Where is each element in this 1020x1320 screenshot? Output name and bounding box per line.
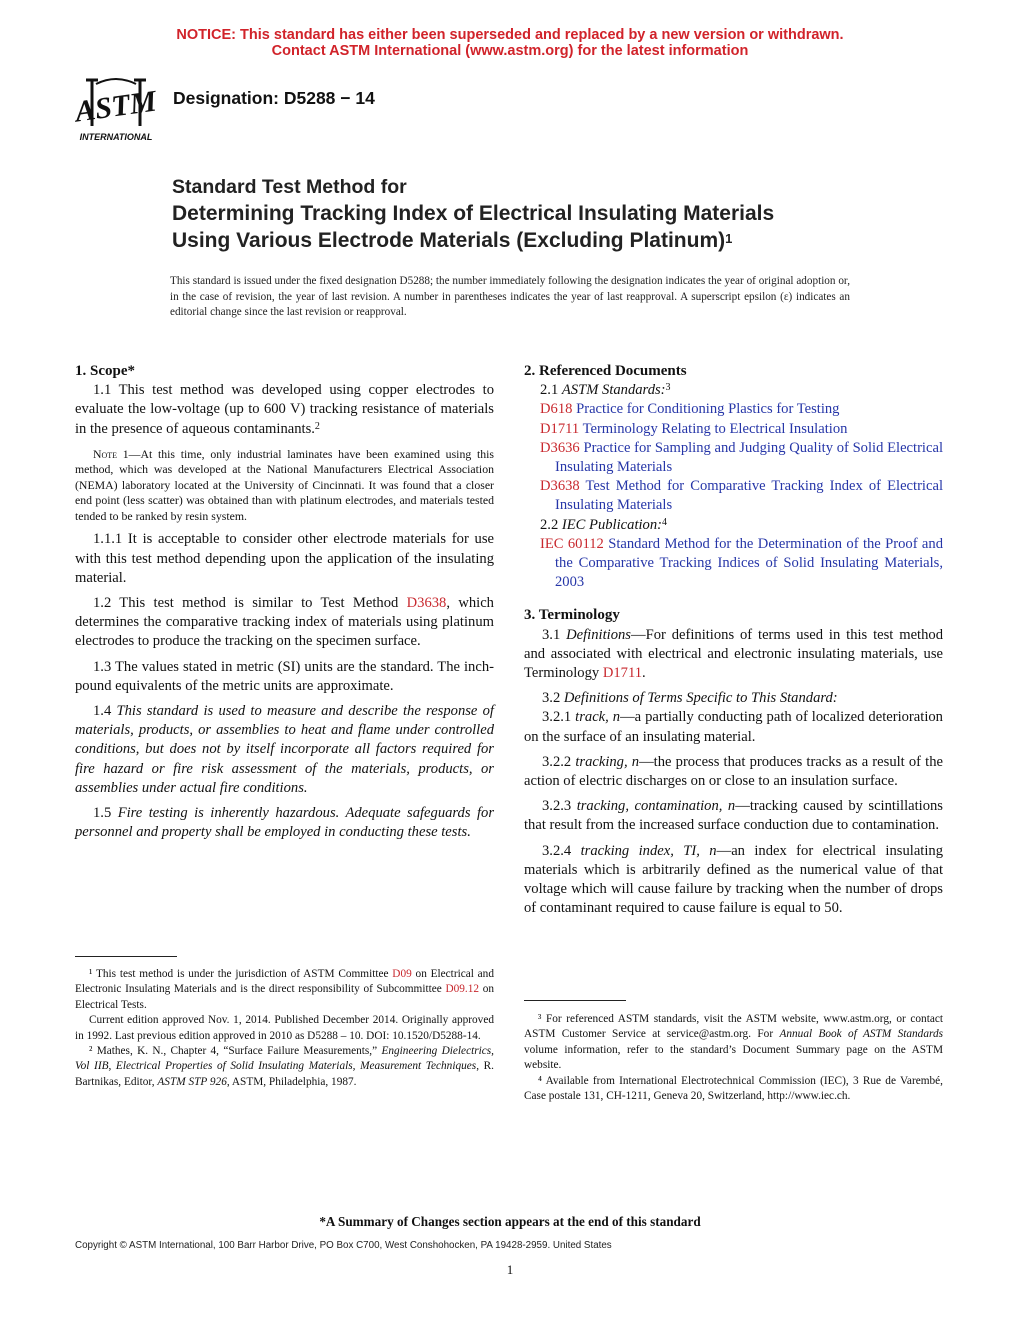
para-3-1: 3.1 Definitions—For definitions of terms used in this test method and associated with electrical and electronic insulating materials, use Terminology D1711. (524, 626, 943, 682)
svg-text:ASTM: ASTM (74, 84, 159, 129)
para-3-2-3: 3.2.3 tracking, contamination, n—tracking caused by scintillations that result from the increased surface conduction due to contamination. (524, 798, 943, 834)
para-1-3: 1.3 The values stated in metric (SI) units are the standard. The inch-pound equivalents of the metric units are approximate. (75, 658, 494, 694)
astm-standards-heading: 2.1 ASTM Standards:$^3$ (540, 382, 671, 399)
para-3-2-2: 3.2.2 tracking, n—the process that produces tracks as a result of the action of electric discharges on or close to an insulation surface. (524, 753, 944, 790)
para-1-1: 1.1 This test method was developed using copper electrodes to evaluate the low-voltage (up to 600 V) tracking resistance of materials in the presence of aqueous contaminants.$^2$ (75, 382, 494, 437)
footnote-rule-left (75, 956, 177, 957)
link-d09[interactable]: D09 (392, 968, 412, 980)
astm-logo (74, 72, 164, 144)
link-d1711[interactable]: D1711 (602, 665, 643, 682)
terminology-heading: 3. Terminology (524, 607, 620, 624)
ref-item[interactable]: D3636 Practice for Sampling and Judging Quality of Solid Electrical Insulating Materials (540, 439, 943, 476)
copyright-line: Copyright © ASTM International, 100 Barr Harbor Drive, PO Box C700, West Conshohocken, PA 19428-2959. United States (75, 1240, 612, 1251)
ref-item-iec[interactable]: IEC 60112 Standard Method for the Determination of the Proof and the Comparative Tracking Indices of Solid Insulating Materials, 2003 (540, 535, 944, 591)
title-line-2: Determining Tracking Index of Electrical Insulating Materials (172, 202, 775, 225)
summary-of-changes-note: *A Summary of Changes section appears at the end of this standard (319, 1214, 701, 1229)
page-number: 1 (506, 1262, 514, 1277)
referenced-documents-heading: 2. Referenced Documents (524, 363, 687, 379)
link-d3638[interactable]: D3638 (406, 594, 447, 611)
footnote-1: ¹ This test method is under the jurisdiction of ASTM Committee D09 on Electrical and Electronic Insulating Materials and is the direct responsibility of Subcommittee D09.12 on Electrical Tests. (75, 968, 494, 1011)
para-1-5: 1.5 Fire testing is inherently hazardous. Adequate safeguards for personnel and property shall be employed in conducting these tests. (75, 804, 495, 841)
footnotes-left (75, 967, 494, 1090)
footnote-ref-3[interactable]: 3 (665, 382, 671, 394)
ref-item[interactable]: D1711 Terminology Relating to Electrical Insulation (540, 420, 848, 437)
footnote-ref-2[interactable]: 2 (314, 420, 320, 432)
notice-line-1: NOTICE: This standard has either been superseded and replaced by a new version or withdrawn. (176, 27, 844, 43)
para-3-2: 3.2 Definitions of Terms Specific to This Standard: (542, 690, 838, 707)
para-1-1-1: 1.1.1 It is acceptable to consider other electrode materials for use with this test method depending upon the application of the insulating material. (75, 531, 494, 586)
notice-line-2: Contact ASTM International (www.astm.org) for the latest information (271, 43, 749, 59)
note-1: Note 1—At this time, only industrial laminates have been examined using this method, which was developed at the National Manufacturers Electrical Association (NEMA) laboratory located at the University of Cincinnati. It was found that a closer end point (less scatter) was obtained than with platinum electrodes, and materials tested tended to be ranked by resin system. (75, 446, 494, 523)
title-footnote-mark: 1 (725, 231, 733, 246)
notice-banner (0, 27, 1020, 59)
document-title (172, 174, 892, 254)
scope-heading: 1. Scope* (75, 363, 135, 379)
para-1-4: 1.4 This standard is used to measure and describe the response of materials, products, or assemblies to heat and flame under controlled conditions, but does not by itself incorporate all factors required for fire hazard or fire risk assessment of the materials, products, or assemblies under actual fire conditions. (75, 702, 494, 796)
note-label: Note 1 (93, 446, 129, 461)
footnote-ref-4[interactable]: 4 (662, 516, 668, 528)
right-column (524, 362, 943, 924)
link-d09-12[interactable]: D09.12 (445, 983, 480, 996)
footnote-1-edition: Current edition approved Nov. 1, 2014. Published December 2014. Originally approved in 1992. Last previous edition approved in 2010 as D5288 – 10. DOI: 10.1520/D5288-14. (75, 1014, 494, 1042)
footnote-2: ² Mathes, K. N., Chapter 4, “Surface Failure Measurements,” Engineering Dielectrics, Vol IIB, Electrical Properties of Solid Insulating Materials, Measurement Techniques, R. Bartnikas, Editor, ASTM STP 926, ASTM, Philadelphia, 1987. (75, 1045, 494, 1088)
svg-text:INTERNATIONAL: INTERNATIONAL (79, 132, 153, 142)
left-column (75, 362, 494, 848)
designation: Designation: D5288 − 14 (173, 88, 375, 108)
para-3-2-1: 3.2.1 track, n—a partially conducting path of localized deterioration on the surface of an insulating material. (524, 709, 943, 745)
para-1-2: 1.2 This test method is similar to Test Method D3638, which determines the comparative tracking index of materials using platinum electrodes to produce the tracking on the specimen surface. (75, 594, 494, 650)
issuance-statement: This standard is issued under the fixed designation D5288; the number immediately following the designation indicates the year of original adoption or, in the case of revision, the year of last revision. A number in parentheses indicates the year of last reapproval. A superscript epsilon (ε) indicates an editorial change since the last revision or reapproval. (170, 275, 850, 318)
ref-item[interactable]: D3638 Test Method for Comparative Tracking Index of Electrical Insulating Materials (540, 478, 943, 514)
title-line-1: Standard Test Method for (172, 176, 407, 198)
footnote-4: ⁴ Available from International Electrotechnical Commission (IEC), 3 Rue de Varembé, Case postale 131, CH-1211, Geneva 20, Switzerland, http://www.iec.ch. (524, 1074, 943, 1103)
iec-publication-heading: 2.2 IEC Publication:$^4$ (540, 516, 668, 533)
footnotes-right (524, 1012, 943, 1104)
ref-item[interactable]: D618 Practice for Conditioning Plastics for Testing (540, 401, 840, 418)
footnote-3: ³ For referenced ASTM standards, visit the ASTM website, www.astm.org, or contact ASTM Customer Service at service@astm.org. For Annual Book of ASTM Standards volume information, refer to the standard’s Document Summary page on the ASTM website. (524, 1013, 944, 1072)
title-line-3: Using Various Electrode Materials (Excluding Platinum)$^1$ (172, 229, 733, 252)
footnote-rule-right (524, 1000, 626, 1001)
para-3-2-4: 3.2.4 tracking index, TI, n—an index for electrical insulating materials which is arbitrarily defined as the numerical value of that voltage which will cause failure by tracking when the number of drops of contaminant required to cause failure is equal to 50. (524, 842, 943, 917)
